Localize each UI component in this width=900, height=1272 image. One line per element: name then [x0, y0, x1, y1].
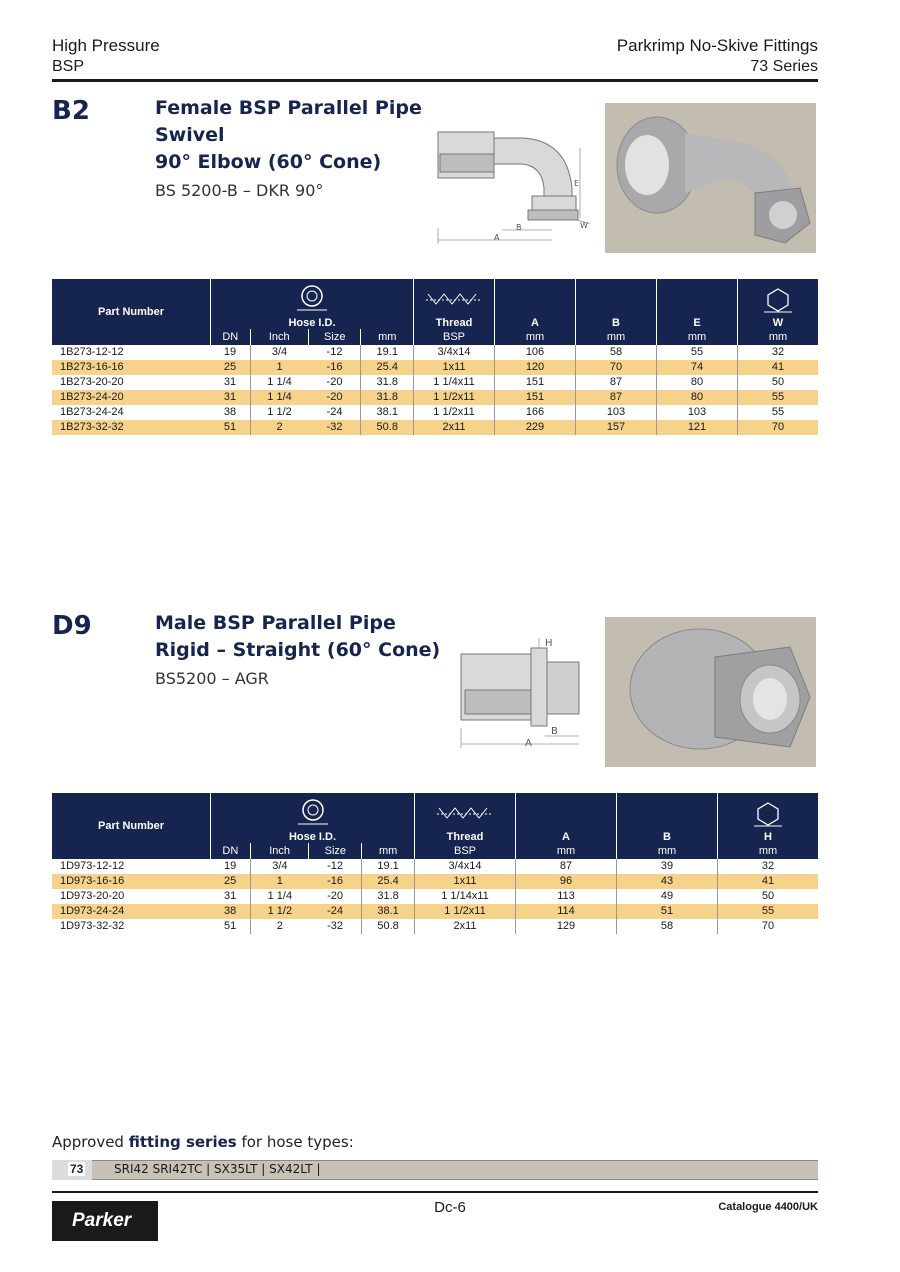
straight-drawing — [455, 632, 590, 752]
cell-inch: 2 — [250, 919, 309, 934]
cell-dn: 25 — [211, 360, 251, 375]
col-b: B — [617, 793, 718, 843]
table-row — [52, 904, 818, 919]
cell-mm: 38.1 — [361, 405, 414, 420]
cell-inch: 1 1/4 — [250, 375, 308, 390]
cell-thread: 1x11 — [414, 360, 495, 375]
cell-size: -32 — [327, 920, 344, 932]
cell-thread: 1 1/4x11 — [414, 375, 495, 390]
subheader-cell: mm — [361, 329, 414, 345]
cell-e: 103 — [657, 405, 738, 420]
cell-size: -20 — [326, 376, 343, 388]
section-code-b2: B2 — [52, 96, 90, 126]
col-thread: Thread — [414, 279, 495, 329]
cell-w: 41 — [738, 360, 819, 375]
cell-a: 113 — [516, 889, 617, 904]
col-part-number: Part Number — [52, 793, 211, 859]
cell-w: 50 — [738, 375, 819, 390]
dim-label-w: W — [580, 221, 588, 230]
cell-mm: 31.8 — [361, 390, 414, 405]
cell-mm: 19.1 — [362, 859, 415, 874]
catalogue-ref: Catalogue 4400/UK — [718, 1201, 818, 1213]
cell-size: -20 — [327, 890, 344, 902]
cell-thread: 1 1/2x11 — [414, 390, 495, 405]
title-line: Rigid – Straight (60° Cone) — [155, 639, 441, 661]
cell-thread: 2x11 — [414, 420, 495, 435]
cell-pn: 1D973-24-24 — [52, 904, 211, 919]
subheader-cell: mm — [362, 843, 415, 859]
cell-size: -32 — [309, 420, 361, 435]
subheader-cell: Size — [309, 329, 361, 345]
subheader-cell: mm — [495, 329, 576, 345]
subheader-cell: BSP — [415, 843, 516, 859]
cell-a: 87 — [516, 859, 617, 874]
cell-mm: 25.4 — [362, 874, 415, 889]
cell-h: 55 — [718, 904, 819, 919]
cell-b: 103 — [576, 405, 657, 420]
cell-dn: 31 — [223, 890, 237, 902]
cell-mm: 31.8 — [361, 375, 414, 390]
cell-b: 157 — [576, 420, 657, 435]
cell-h: 41 — [718, 874, 819, 889]
page-number: Dc-6 — [434, 1199, 466, 1216]
hex-icon — [763, 286, 793, 314]
cell-pn: 1B273-24-20 — [52, 390, 211, 405]
approved-middle: for — [236, 1133, 267, 1151]
cell-b: 87 — [576, 375, 657, 390]
cell-b: 51 — [617, 904, 718, 919]
cell-dn: 31 — [211, 390, 251, 405]
cell-mm: 31.8 — [362, 889, 415, 904]
straight-photo — [605, 617, 816, 767]
cell-a: 151 — [495, 375, 576, 390]
subheader-cell: DN — [211, 843, 251, 859]
cell-thread: 1 1/14x11 — [415, 889, 516, 904]
header-product-line: Parkrimp No-Skive Fittings — [616, 36, 818, 55]
section-subtitle-d9: BS5200 – AGR — [155, 669, 269, 688]
thread-icon — [424, 286, 484, 314]
cell-mm: 19.1 — [361, 345, 414, 360]
subheader-cell: Size — [309, 843, 362, 859]
dim-label-a: A — [494, 233, 500, 242]
cell-dn: 38 — [223, 406, 237, 418]
hose-id-icon — [295, 284, 329, 314]
cell-pn: 1D973-16-16 — [52, 874, 211, 889]
cell-b: 70 — [576, 360, 657, 375]
table-row — [52, 919, 818, 934]
cell-w: 70 — [738, 420, 819, 435]
subheader-cell: mm — [576, 329, 657, 345]
parker-logo: Parker — [52, 1201, 158, 1241]
hex-icon — [753, 800, 783, 828]
subheader-cell: DN — [211, 329, 251, 345]
cell-inch: 1 — [250, 360, 308, 375]
dim-label-b: B — [516, 223, 522, 232]
subheader-cell: mm — [718, 843, 819, 859]
table-row — [52, 360, 818, 375]
col-hose-id: Hose I.D. — [211, 279, 414, 329]
cell-pn: 1B273-24-24 — [60, 406, 124, 418]
section-code-d9: D9 — [52, 611, 92, 641]
cell-dn: 51 — [211, 420, 251, 435]
col-h: H — [718, 793, 819, 843]
dim-label-h: H — [545, 638, 553, 649]
series-badge: 73 — [52, 1160, 92, 1180]
subheader-cell: Inch — [250, 843, 309, 859]
cell-inch: 2 — [250, 420, 308, 435]
hose-id-icon — [296, 798, 330, 828]
cell-h: 50 — [718, 889, 819, 904]
cell-mm: 25.4 — [361, 360, 414, 375]
title-line: Male BSP Parallel Pipe — [155, 612, 396, 634]
elbow-drawing — [432, 118, 597, 250]
cell-pn: 1D973-12-12 — [60, 860, 125, 872]
cell-a: 96 — [516, 874, 617, 889]
dim-label-b: B — [551, 726, 558, 737]
cell-pn: 1B273-32-32 — [52, 420, 211, 435]
cell-a: 120 — [495, 360, 576, 375]
cell-e: 121 — [657, 420, 738, 435]
approved-hose: hose types — [266, 1133, 349, 1151]
cell-thread: 3/4x14 — [415, 859, 516, 874]
subheader-cell: mm — [657, 329, 738, 345]
cell-inch: 1 1/4 — [250, 889, 309, 904]
cell-w: 32 — [738, 345, 819, 360]
table-row — [52, 889, 818, 904]
cell-dn: 38 — [211, 904, 251, 919]
cell-inch: 1 1/2 — [250, 904, 309, 919]
subheader-cell: mm — [516, 843, 617, 859]
spec-table-b2 — [52, 279, 818, 435]
cell-pn: 1B273-16-16 — [52, 360, 211, 375]
cell-a: 129 — [516, 919, 617, 934]
cell-size: -16 — [309, 874, 362, 889]
col-b: B — [576, 279, 657, 329]
cell-b: 43 — [617, 874, 718, 889]
spec-table-d9 — [52, 793, 818, 934]
cell-mm: 50.8 — [361, 420, 414, 435]
header-subcategory: BSP — [52, 58, 85, 75]
approved-emphasis: fitting series — [128, 1133, 237, 1151]
col-hose-id: Hose I.D. — [211, 793, 415, 843]
cell-size: -24 — [309, 904, 362, 919]
subheader-cell: mm — [738, 329, 819, 345]
approved-colon: : — [348, 1133, 354, 1151]
cell-a: 229 — [495, 420, 576, 435]
cell-dn: 51 — [223, 920, 237, 932]
cell-b: 49 — [617, 889, 718, 904]
section-title-d9 — [155, 610, 440, 664]
subheader-cell: BSP — [414, 329, 495, 345]
header-rule — [52, 79, 818, 82]
cell-b: 58 — [617, 919, 718, 934]
cell-a: 106 — [495, 345, 576, 360]
cell-b: 87 — [576, 390, 657, 405]
hose-types-bar — [52, 1160, 818, 1180]
cell-pn: 1D973-20-20 — [60, 890, 125, 902]
table-row — [52, 345, 818, 360]
cell-thread: 1x11 — [415, 874, 516, 889]
cell-size: -16 — [309, 360, 361, 375]
col-w: W — [738, 279, 819, 329]
dim-label-e: E — [574, 179, 580, 188]
approved-note — [52, 1133, 354, 1151]
cell-e: 74 — [657, 360, 738, 375]
section-title-b2 — [155, 95, 422, 176]
cell-h: 70 — [718, 919, 819, 934]
cell-pn: 1B273-20-20 — [60, 376, 124, 388]
elbow-photo — [605, 103, 816, 253]
table-row — [52, 390, 818, 405]
approved-prefix: Approved — [52, 1133, 129, 1151]
col-part-number: Part Number — [52, 279, 211, 345]
cell-h: 32 — [718, 859, 819, 874]
cell-inch: 1 1/2 — [250, 405, 308, 420]
table-row — [52, 859, 818, 874]
cell-pn: 1D973-32-32 — [60, 920, 125, 932]
header-series: 73 Series — [750, 58, 818, 75]
cell-dn: 25 — [211, 874, 251, 889]
subheader-cell: Inch — [250, 329, 308, 345]
cell-inch: 1 1/4 — [250, 390, 308, 405]
cell-dn: 31 — [223, 376, 237, 388]
header-category: High Pressure — [52, 36, 160, 55]
table-row — [52, 874, 818, 889]
cell-thread: 2x11 — [415, 919, 516, 934]
cell-inch: 1 — [250, 874, 309, 889]
col-a: A — [495, 279, 576, 329]
cell-w: 55 — [738, 405, 819, 420]
cell-e: 55 — [657, 345, 738, 360]
cell-a: 114 — [516, 904, 617, 919]
cell-inch: 3/4 — [250, 345, 308, 360]
cell-e: 80 — [657, 390, 738, 405]
section-subtitle-b2: BS 5200-B – DKR 90° — [155, 181, 324, 200]
cell-b: 58 — [576, 345, 657, 360]
table-row — [52, 420, 818, 435]
cell-inch: 3/4 — [250, 859, 309, 874]
col-thread: Thread — [415, 793, 516, 843]
cell-e: 80 — [657, 375, 738, 390]
cell-size: -12 — [327, 860, 344, 872]
cell-dn: 19 — [223, 346, 237, 358]
cell-thread: 3/4x14 — [414, 345, 495, 360]
cell-w: 55 — [738, 390, 819, 405]
col-a: A — [516, 793, 617, 843]
cell-a: 151 — [495, 390, 576, 405]
cell-thread: 1 1/2x11 — [414, 405, 495, 420]
cell-b: 39 — [617, 859, 718, 874]
cell-a: 166 — [495, 405, 576, 420]
cell-mm: 50.8 — [362, 919, 415, 934]
cell-size: -12 — [326, 346, 343, 358]
subheader-cell: mm — [617, 843, 718, 859]
title-line: Female BSP Parallel Pipe — [155, 97, 422, 119]
cell-size: -24 — [326, 406, 343, 418]
table-row — [52, 405, 818, 420]
col-e: E — [657, 279, 738, 329]
cell-mm: 38.1 — [362, 904, 415, 919]
thread-icon — [435, 800, 495, 828]
cell-pn: 1B273-12-12 — [60, 346, 124, 358]
table-row — [52, 375, 818, 390]
title-line: Swivel — [155, 124, 225, 146]
cell-size: -20 — [309, 390, 361, 405]
title-line: 90° Elbow (60° Cone) — [155, 151, 382, 173]
cell-dn: 19 — [223, 860, 237, 872]
dim-label-a: A — [525, 738, 532, 749]
cell-thread: 1 1/2x11 — [415, 904, 516, 919]
footer-rule — [52, 1191, 818, 1193]
hose-types-list: SRI42 SRI42TC | SX35LT | SX42LT | — [114, 1162, 321, 1176]
